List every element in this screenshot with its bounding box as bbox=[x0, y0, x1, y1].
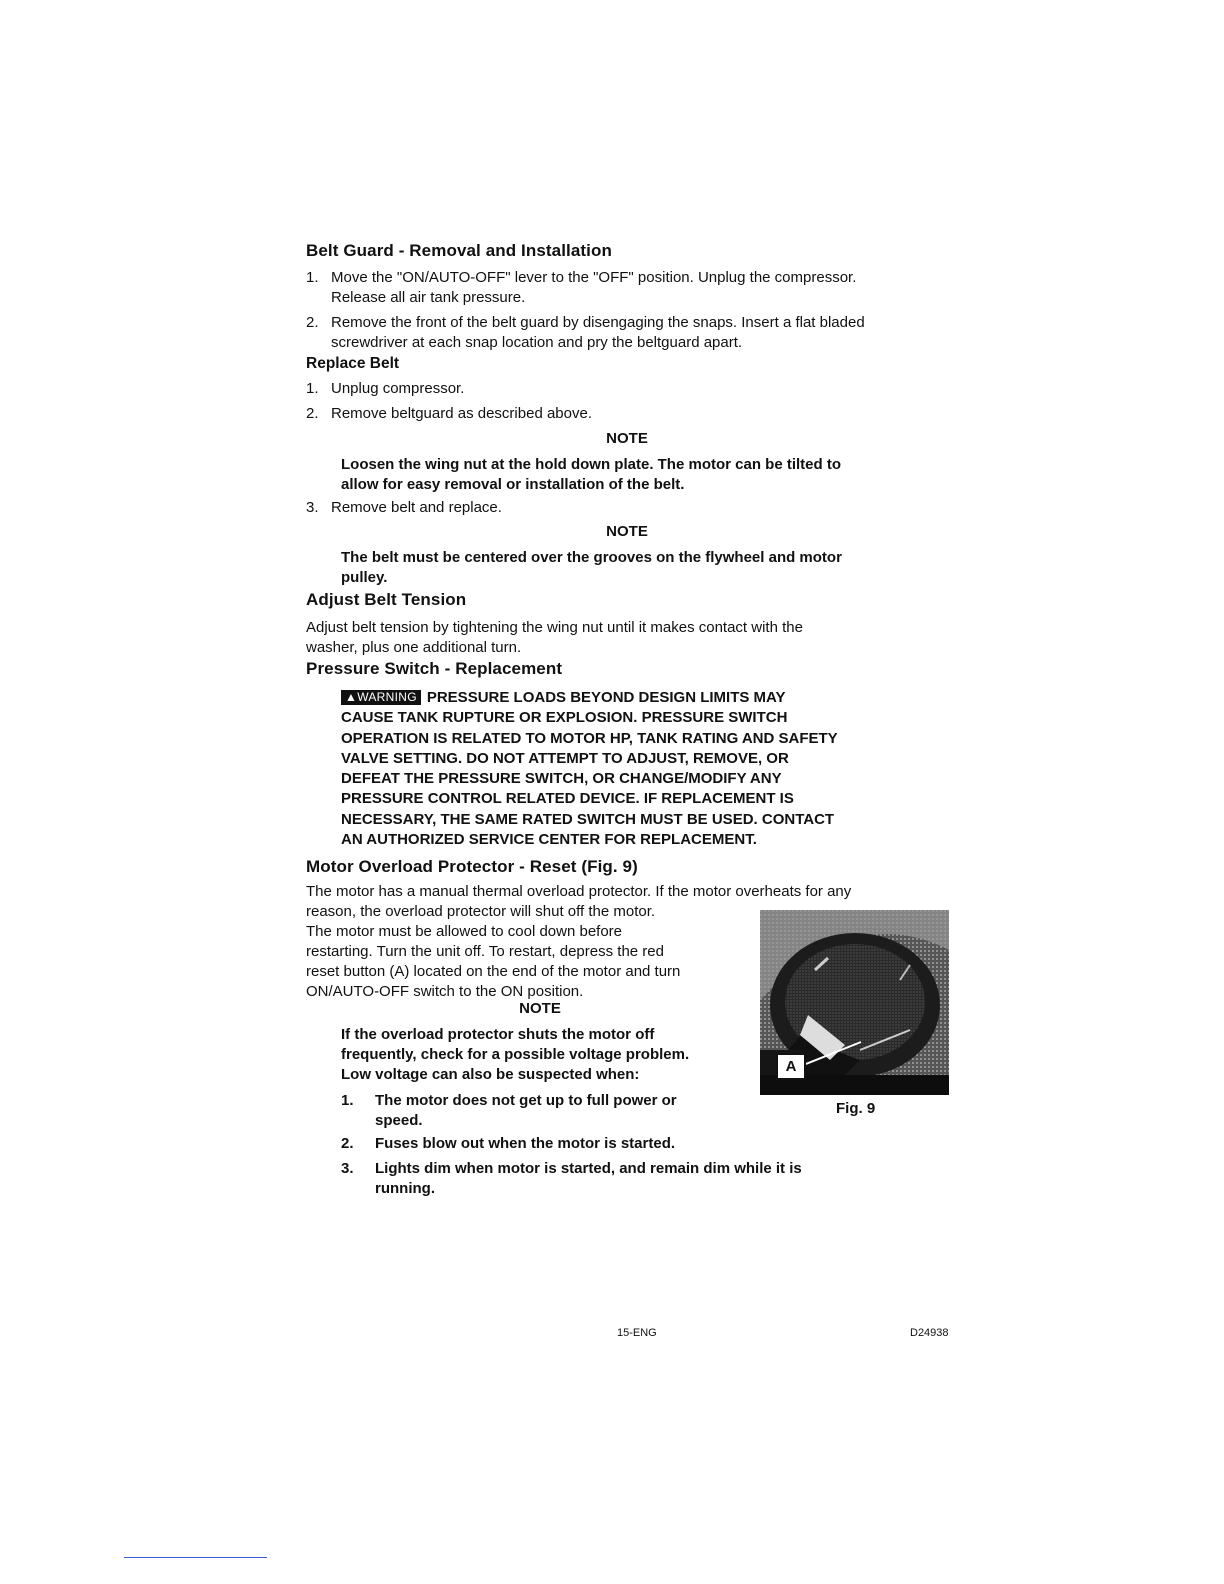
manual-page: Belt Guard - Removal and Installation 1. Move the "ON/AUTO-OFF" lever to the "OFF" position. Unplug the compressor. Release all air tank pressure. 2. Remove the front of the belt guard by disengaging the snaps. Insert a flat bladed screwdriver at each snap location and pry the beltguard apart. Replace Belt 1. Unplug compressor. 2. Remove beltguard as described above. NOTE Loosen the wing nut at the hold down plate. The motor can be tilted to allow for easy removal or installation of the belt. 3. Remove belt and replace. NOTE The belt must be centered over the grooves on the flywheel and motor pulley. Adjust Belt Tension Adjust belt tension by tightening the wing nut until it makes contact with the washer, plus one additional turn. Pressure Switch - Replacement ▲WARNING PRESSURE LOADS BEYOND DESIGN LIMITS MAY CAUSE TANK RUPTURE OR EXPLOSION. PRESSURE SWITCH OPERATION IS RELATED TO MOTOR HP, TANK RATING AND SAFETY VALVE SETTING. DO NOT ATTEMPT TO ADJUST, REMOVE, OR DEFEAT THE PRESSURE SWITCH, OR CHANGE/MODIFY ANY PRESSURE CONTROL RELATED DEVICE. IF REPLACEMENT IS NECESSARY, THE SAME RATED SWITCH MUST BE USED. CONTACT AN AUTHORIZED SERVICE CENTER FOR REPLACEMENT. Motor Overload Protector - Reset (Fig. 9) The motor has a manual thermal overload protector. If the motor overheats for any reason, the overload protector will shut off the motor. The motor must be allowed to cool down before restarting. Turn the unit off. To restart, depress the red reset button (A) located on the end of the motor and turn ON/AUTO-OFF switch to the ON position. NOTE If the overload protector shuts the motor off frequently, check for a possible voltage problem. Low voltage can also be suspected when: 1. The motor does not get up to full power or speed. 2. Fuses blow out when the motor is started. 3. Lights dim when motor is started, and remain dim while it is running. A Fig. 9 15-ENG D24938 bbox=[0, 0, 1224, 1584]
page-number: 15-ENG bbox=[617, 1327, 657, 1339]
note-title-1: NOTE bbox=[606, 430, 648, 447]
bottom-rule bbox=[124, 1557, 267, 1558]
belt-guard-heading: Belt Guard - Removal and Installation bbox=[306, 241, 612, 260]
document-code: D24938 bbox=[910, 1327, 949, 1339]
pressure-switch-warning: ▲WARNING PRESSURE LOADS BEYOND DESIGN LIMITS MAY CAUSE TANK RUPTURE OR EXPLOSION. PRESSURE SWITCH OPERATION IS RELATED TO MOTOR HP, TANK RATING AND SAFETY VALVE SETTING. DO NOT ATTEMPT TO ADJUST, REMOVE, OR DEFEAT THE PRESSURE SWITCH, OR CHANGE/MODIFY ANY PRESSURE CONTROL RELATED DEVICE. IF REPLACEMENT IS NECESSARY, THE SAME RATED SWITCH MUST BE USED. CONTACT AN AUTHORIZED SERVICE CENTER FOR REPLACEMENT. bbox=[341, 689, 838, 849]
note-title-2: NOTE bbox=[606, 523, 648, 540]
motor-overload-text: The motor has a manual thermal overload protector. If the motor overheats for any reason, the overload protector will shut off the motor. The motor must be allowed to cool down before restarting. Turn the unit off. To restart, depress the red reset button (A) located on the end of the motor and turn ON/AUTO-OFF switch to the ON position. bbox=[306, 883, 852, 1000]
figure-callout-a: A bbox=[776, 1053, 806, 1080]
motor-overload-heading: Motor Overload Protector - Reset (Fig. 9) bbox=[306, 857, 638, 876]
warning-badge: ▲WARNING bbox=[341, 690, 421, 705]
figure-caption: Fig. 9 bbox=[836, 1100, 876, 1117]
note-title-3: NOTE bbox=[519, 1000, 561, 1017]
pressure-switch-heading: Pressure Switch - Replacement bbox=[306, 659, 563, 678]
replace-belt-heading: Replace Belt bbox=[306, 355, 400, 372]
note-text-3: If the overload protector shuts the motor off frequently, check for a possible voltage problem. Low voltage can also be suspected when: bbox=[341, 1026, 690, 1083]
callout-arrow bbox=[806, 1040, 866, 1070]
note-text-1: Loosen the wing nut at the hold down plate. The motor can be tilted to allow for easy removal or installation of the belt. bbox=[341, 456, 841, 493]
note-text-2: The belt must be centered over the grooves on the flywheel and motor pulley. bbox=[341, 549, 842, 586]
adjust-belt-tension-heading: Adjust Belt Tension bbox=[306, 590, 467, 609]
adjust-belt-tension-text: Adjust belt tension by tightening the wing nut until it makes contact with the washer, plus one additional turn. bbox=[306, 619, 803, 656]
